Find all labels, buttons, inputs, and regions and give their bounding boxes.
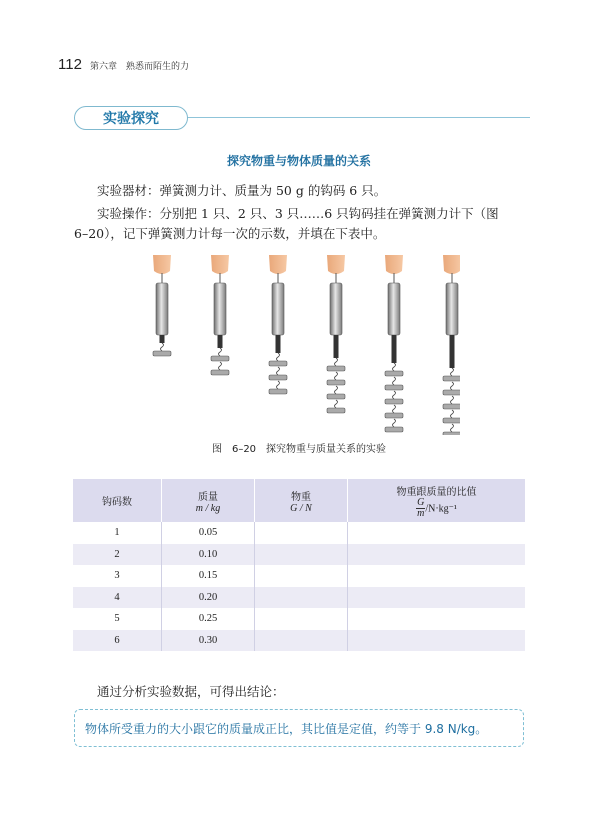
header-count: 钩码数 <box>73 479 162 522</box>
hook-icon <box>335 358 338 366</box>
mass-cell: 0.25 <box>162 608 255 630</box>
weight-disc <box>443 418 460 423</box>
scale-rod <box>218 335 223 348</box>
ratio-cell <box>348 630 526 652</box>
hand-icon <box>327 255 345 274</box>
weight-disc <box>269 389 287 394</box>
hand-icon <box>153 255 171 274</box>
weight-disc <box>327 394 345 399</box>
spring-scale-body <box>272 283 284 335</box>
scale-rod <box>450 335 455 368</box>
weight-disc <box>327 366 345 371</box>
weight-cell <box>255 587 348 609</box>
hook-icon <box>393 391 396 399</box>
table-row <box>73 630 525 652</box>
weight-disc <box>443 390 460 395</box>
weight-cell <box>255 522 348 544</box>
table-row <box>73 608 525 630</box>
mass-cell: 0.15 <box>162 565 255 587</box>
weight-disc <box>327 380 345 385</box>
page-number: 112 <box>58 56 82 73</box>
procedure-text-line1: 实验操作：分别把 1 只、2 只、3 只……6 只钩码挂在弹簧测力计下（图 <box>97 206 499 221</box>
header-weight: 物重 G / N <box>255 479 348 522</box>
conclusion-intro: 通过分析实验数据，可得出结论： <box>97 684 285 699</box>
hand-icon <box>211 255 229 274</box>
weight-cell <box>255 565 348 587</box>
hook-icon <box>451 368 454 376</box>
hook-icon <box>393 419 396 427</box>
table-row <box>73 522 525 544</box>
table-header-row <box>73 479 525 522</box>
weight-cell <box>255 630 348 652</box>
ratio-cell <box>348 587 526 609</box>
spring-scale-figure <box>140 255 460 435</box>
weight-disc <box>327 408 345 413</box>
count-cell: 3 <box>73 565 162 587</box>
scale-rod <box>160 335 165 343</box>
hook-icon <box>451 410 454 418</box>
hand-icon <box>443 255 460 274</box>
chapter-title: 第六章 熟悉而陌生的力 <box>90 62 190 72</box>
header-mass: 质量 m / kg <box>162 479 255 522</box>
hook-icon <box>277 381 280 389</box>
mass-cell: 0.20 <box>162 587 255 609</box>
hook-icon <box>219 348 222 356</box>
ratio-cell <box>348 522 526 544</box>
section-banner <box>74 106 188 130</box>
spring-scale-body <box>388 283 400 335</box>
hook-icon <box>451 396 454 404</box>
weight-disc <box>385 413 403 418</box>
ratio-cell <box>348 565 526 587</box>
table-row <box>73 544 525 566</box>
weight-disc <box>211 370 229 375</box>
banner-label: 实验探究 <box>103 111 159 127</box>
count-cell: 2 <box>73 544 162 566</box>
header-ratio: 物重跟质量的比值 $\frac{G}{m}$ /N·kg⁻¹ <box>348 479 526 522</box>
weight-cell <box>255 544 348 566</box>
count-cell: 4 <box>73 587 162 609</box>
weight-disc <box>153 351 171 356</box>
hook-icon <box>335 400 338 408</box>
weight-disc <box>443 376 460 381</box>
hook-icon <box>219 362 222 370</box>
weight-disc <box>443 432 460 435</box>
spring-scale-body <box>330 283 342 335</box>
count-cell: 1 <box>73 522 162 544</box>
hook-icon <box>277 367 280 375</box>
conclusion-text: 物体所受重力的大小跟它的质量成正比，其比值是定值，约等于 9.8 N/kg。 <box>85 721 488 736</box>
hook-icon <box>451 382 454 390</box>
hook-icon <box>161 343 164 351</box>
weight-disc <box>385 371 403 376</box>
hook-icon <box>335 386 338 394</box>
count-cell: 6 <box>73 630 162 652</box>
spring-scale-body <box>446 283 458 335</box>
hook-icon <box>393 377 396 385</box>
hook-icon <box>451 424 454 432</box>
spring-scale-body <box>156 283 168 335</box>
ratio-cell <box>348 544 526 566</box>
hook-icon <box>393 405 396 413</box>
mass-cell: 0.10 <box>162 544 255 566</box>
scale-rod <box>276 335 281 353</box>
hand-icon <box>385 255 403 274</box>
materials-text: 实验器材：弹簧测力计、质量为 50 g 的钩码 6 只。 <box>97 183 387 198</box>
section-title: 探究物重与物体质量的关系 <box>226 154 371 168</box>
weight-disc <box>269 375 287 380</box>
weight-disc <box>385 427 403 432</box>
hook-icon <box>277 353 280 361</box>
conclusion-box <box>74 709 524 747</box>
weight-disc <box>211 356 229 361</box>
weight-disc <box>385 385 403 390</box>
scale-rod <box>334 335 339 358</box>
procedure-text-line2: 6–20），记下弹簧测力计每一次的示数，并填在下表中。 <box>74 226 386 241</box>
spring-scale-body <box>214 283 226 335</box>
ratio-cell <box>348 608 526 630</box>
hook-icon <box>393 363 396 371</box>
weight-disc <box>385 399 403 404</box>
hook-icon <box>335 372 338 380</box>
data-table <box>73 479 525 651</box>
hand-icon <box>269 255 287 274</box>
mass-cell: 0.30 <box>162 630 255 652</box>
table-row <box>73 587 525 609</box>
weight-disc <box>269 361 287 366</box>
table-row <box>73 565 525 587</box>
count-cell: 5 <box>73 608 162 630</box>
figure-caption: 图 6–20 探究物重与质量关系的实验 <box>211 444 387 455</box>
ratio-fraction: $\frac{G}{m}$ <box>417 496 425 519</box>
weight-cell <box>255 608 348 630</box>
scale-rod <box>392 335 397 363</box>
mass-cell: 0.05 <box>162 522 255 544</box>
weight-disc <box>443 404 460 409</box>
